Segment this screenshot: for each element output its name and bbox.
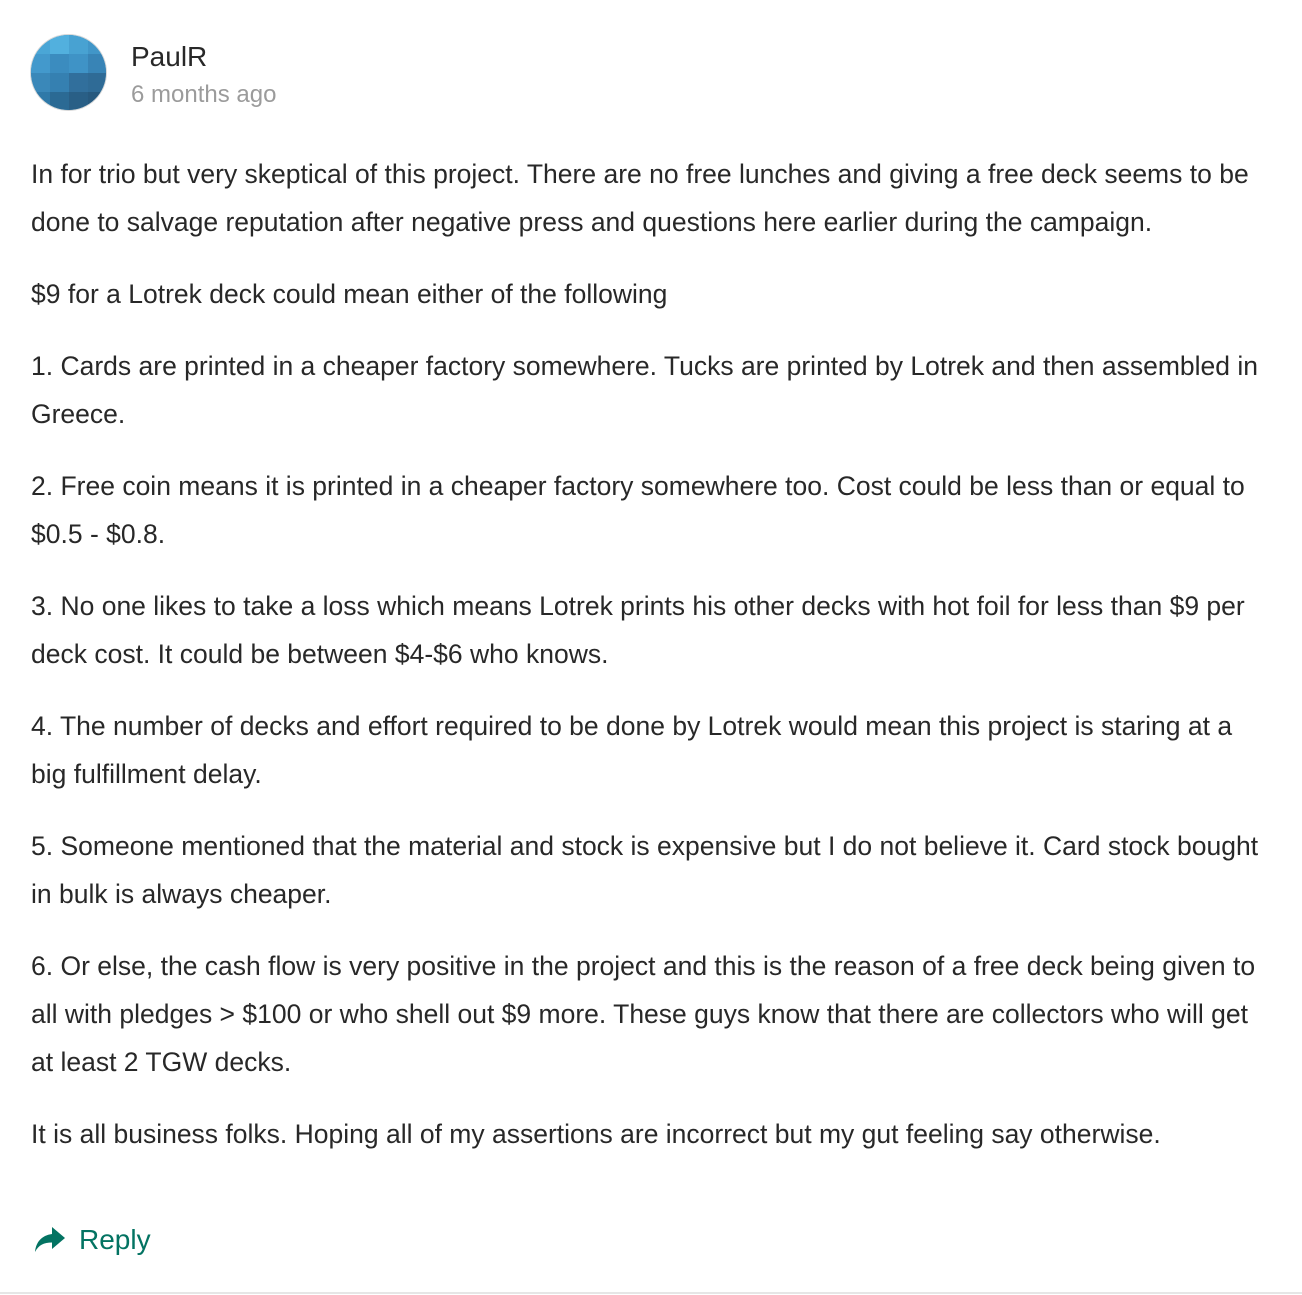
reply-button[interactable] [33, 1222, 151, 1258]
comment-paragraph: 4. The number of decks and effort required to be done by Lotrek would mean this project is staring at a big fulfillment delay. [31, 711, 1233, 789]
divider [0, 1292, 1302, 1294]
comment-paragraph: It is all business folks. Hoping all of my assertions are incorrect but my gut feeling say otherwise. [31, 1119, 1161, 1149]
avatar-pattern-icon [31, 35, 106, 110]
comment-body [31, 150, 1271, 1182]
comment-paragraph: In for trio but very skeptical of this project. There are no free lunches and giving a free deck seems to be done to salvage reputation after negative press and questions here earlier during the campaign. [31, 159, 1249, 237]
comment-paragraph: 6. Or else, the cash flow is very positive in the project and this is the reason of a free deck being given to all with pledges > $100 or who shell out $9 more. These guys know that there are collectors who will get at least 2 TGW decks. [31, 951, 1256, 1077]
comment-timestamp: 6 months ago [131, 81, 277, 108]
avatar[interactable] [31, 35, 106, 110]
comment-paragraph: $9 for a Lotrek deck could mean either of the following [31, 279, 668, 309]
comment-paragraph: 5. Someone mentioned that the material and stock is expensive but I do not believe it. Card stock bought in bulk is always cheaper. [31, 831, 1259, 909]
reply-arrow-icon [33, 1225, 67, 1255]
reply-label: Reply [79, 1224, 151, 1255]
comment-paragraph: 1. Cards are printed in a cheaper factory somewhere. Tucks are printed by Lotrek and then assembled in Greece. [31, 351, 1259, 429]
comment-paragraph: 3. No one likes to take a loss which means Lotrek prints his other decks with hot foil for less than $9 per deck cost. It could be between $4-$6 who knows. [31, 591, 1245, 669]
comment-paragraph: 2. Free coin means it is printed in a cheaper factory somewhere too. Cost could be less than or equal to $0.5 - $0.8. [31, 471, 1245, 549]
author-name[interactable]: PaulR [131, 41, 208, 72]
